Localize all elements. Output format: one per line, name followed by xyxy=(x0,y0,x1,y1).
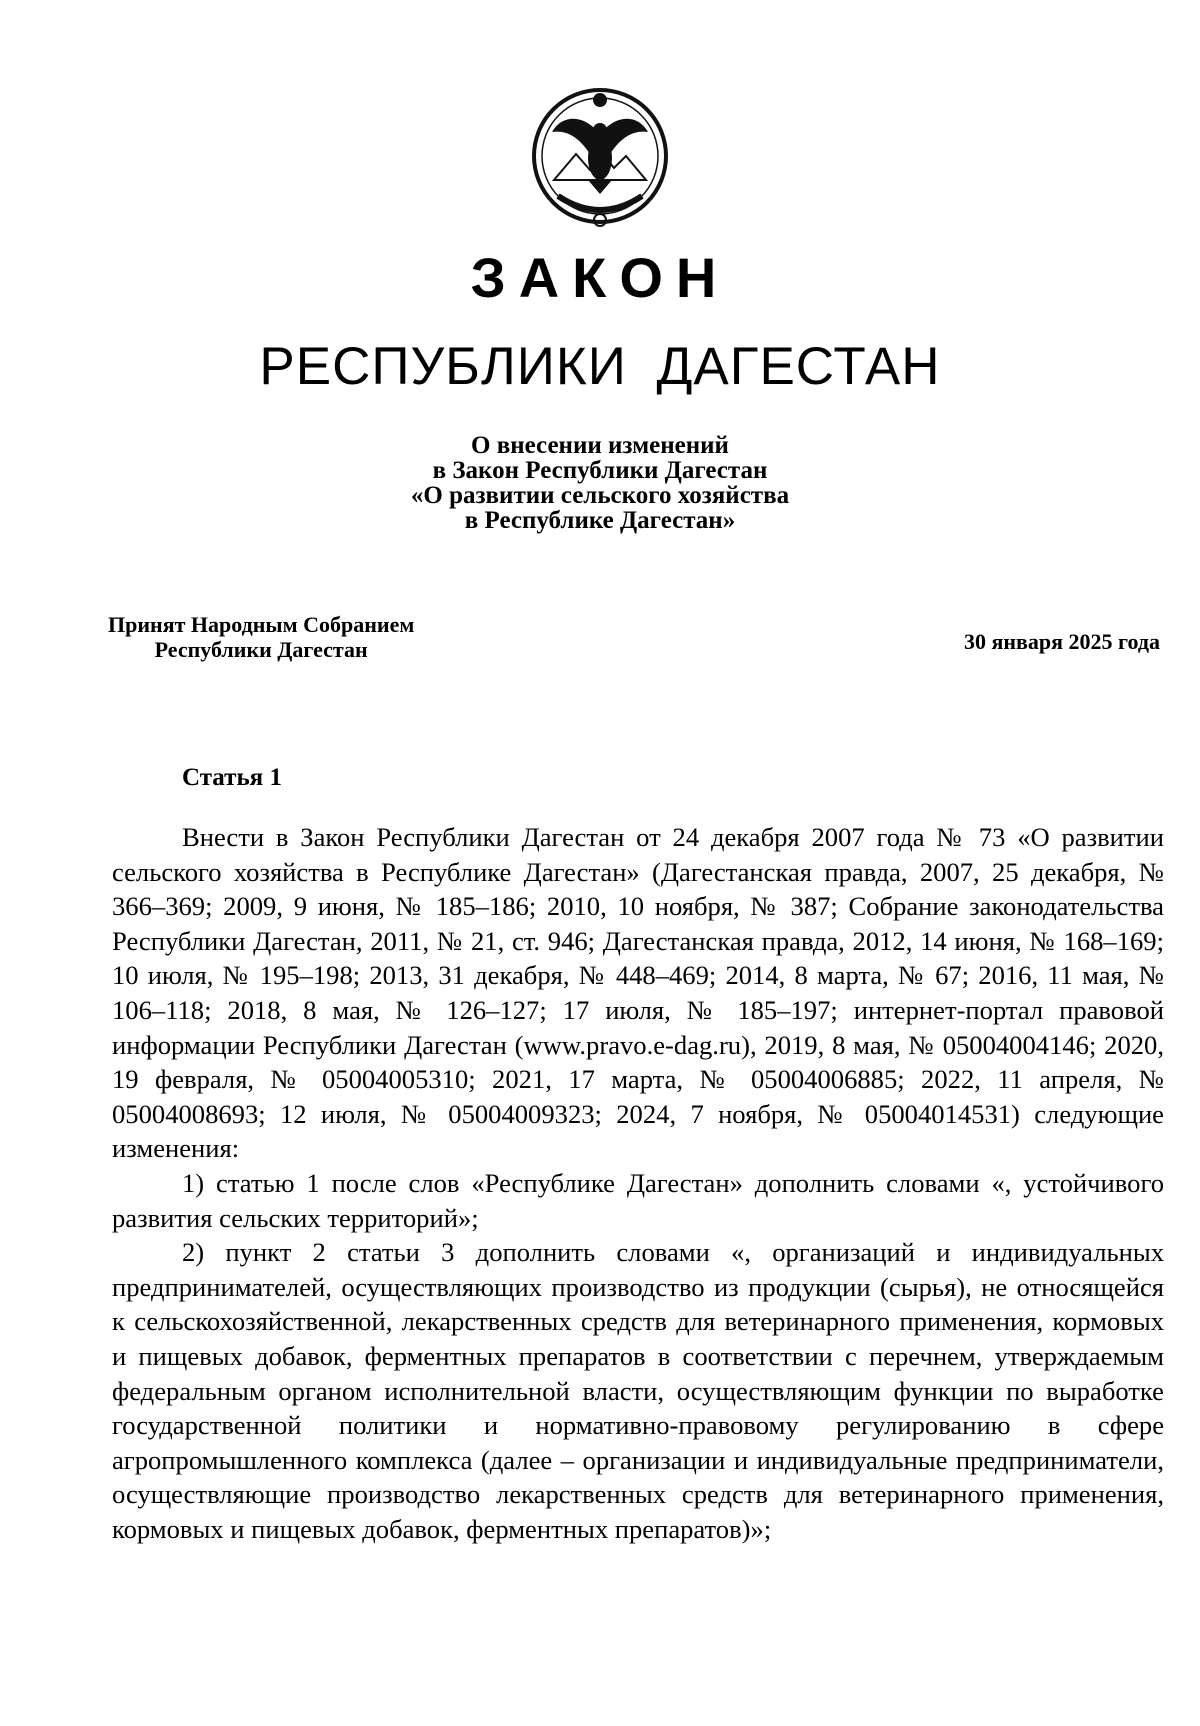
article-paragraph: Внести в Закон Республики Дагестан от 24 декабря 2007 года № 73 «О развитии сельского хозяйства в Республике Дагестан» (Дагестанская правда, 2007, 25 декабря, № 366–369; 2009, 9 июня, № 185–186; 2010, 10 ноября, № 387; Собрание законодательства Республики Дагестан, 2011, № 21, ст. 946; Дагестанская правда, 2012, 14 июня, № 168–169; 10 июля, № 195–198; 2013, 31 декабря, № 448–469; 2014, 8 марта, № 67; 2016, 11 мая, № 106–118; 2018, 8 мая, № 126–127; 17 июля, № 185–197; интернет-портал правовой информации Республики Дагестан (www.pravo.e-dag.ru), 2019, 8 мая, № 05004004146; 2020, 19 февраля, № 05004005310; 2021, 17 марта, № 05004006885; 2022, 11 апреля, № 05004008693; 12 июля, № 05004009323; 2024, 7 ноября, № 05004014531) следующие изменения: xyxy=(112,822,1164,1164)
article-heading: Статья 1 xyxy=(182,764,282,791)
subject-line: в Закон Республики Дагестан xyxy=(432,457,768,484)
adoption-line: Принят Народным Собранием xyxy=(108,612,415,637)
subject-line: «О развитии сельского хозяйства xyxy=(410,482,790,509)
coat-of-arms-emblem xyxy=(524,84,676,232)
article-paragraph: 2) пункт 2 статьи 3 дополнить словами «, организаций и индивидуальных предпринимателей, осуществляющих производство из продукции (сырья), не относящейся к сельскохозяйственной, лекарственных средств для ветеринарного применения, кормовых и пищевых добавок, ферментных препаратов в соответствии с перечнем, утверждаемым федеральным органом исполнительной власти, осуществляющим функции по выработке государственной политики и нормативно-правовому регулированию в сфере агропромышленного комплекса (далее – организации и индивидуальные предприниматели, осуществляющие производство лекарственных средств для ветеринарного применения, кормовых и пищевых добавок, ферментных препаратов)»; xyxy=(112,1237,1164,1544)
adoption-date: 30 января 2025 года xyxy=(963,629,1160,654)
article-body xyxy=(112,820,1164,1546)
adoption-note xyxy=(108,612,414,662)
document-title: ЗАКОН xyxy=(470,246,730,309)
law-subject xyxy=(0,433,1200,533)
subject-line: О внесении изменений xyxy=(471,432,729,459)
adoption-line: Республики Дагестан xyxy=(154,637,368,662)
article-paragraph: 1) статью 1 после слов «Республике Дагестан» дополнить словами «, устойчивого развития сельских территорий»; xyxy=(112,1167,1164,1233)
subject-line: в Республике Дагестан» xyxy=(464,507,736,534)
document-subtitle: РЕСПУБЛИКИ ДАГЕСТАН xyxy=(259,337,941,396)
